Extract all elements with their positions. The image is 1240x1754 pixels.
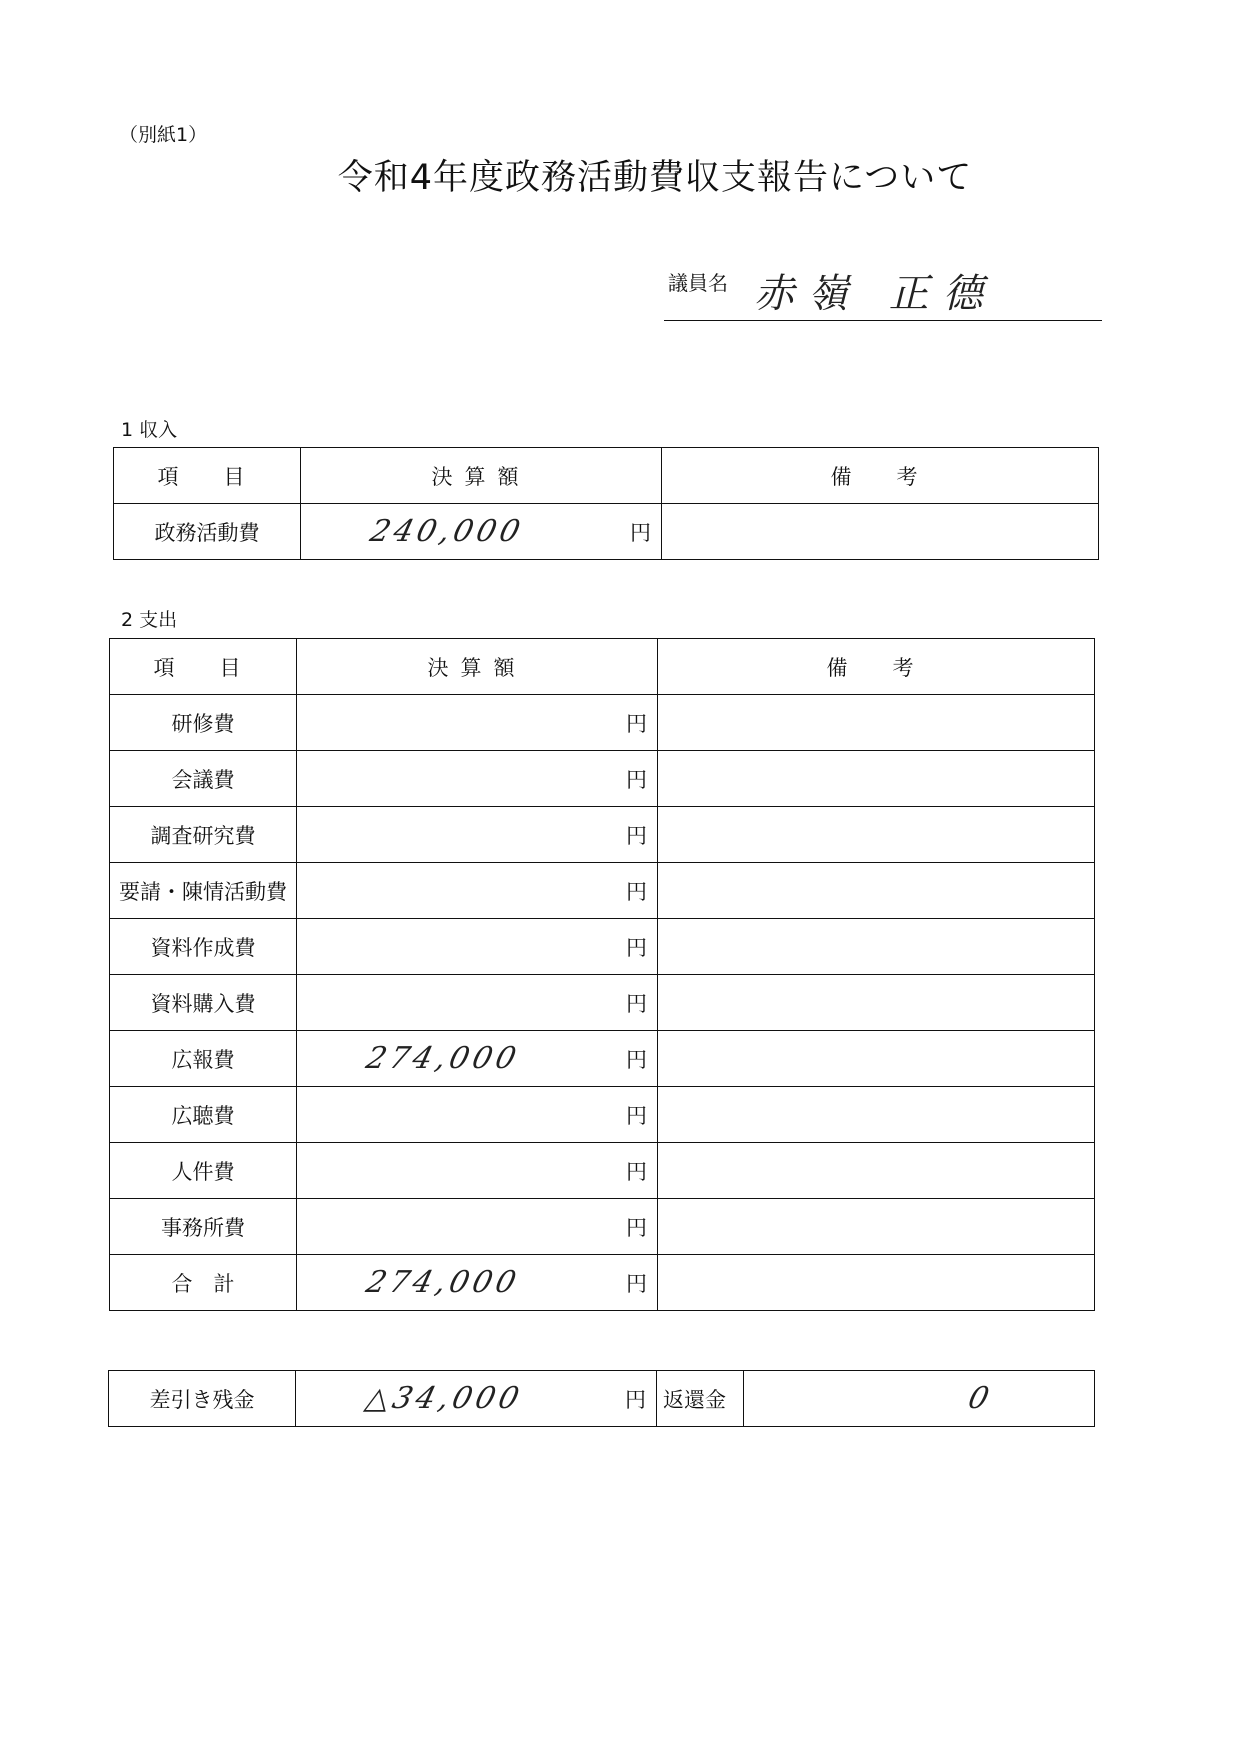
expense-table [109,638,1095,1311]
expense-row [110,695,1095,751]
page-title: 令和4年度政務活動費収支報告について [337,158,973,198]
refund-value-cell [744,1371,1095,1427]
column-header-amount: 決算額 [301,448,662,504]
yen-unit: 円 [626,991,647,1016]
income-section-title: 1 収入 [121,419,178,441]
expense-amount-cell [297,751,658,807]
member-name-underline [664,320,1102,321]
expense-section-title: 2 支出 [121,609,178,631]
yen-unit: 円 [626,1215,647,1240]
income-table [113,447,1099,560]
expense-row [110,1143,1095,1199]
expense-item: 会議費 [110,751,297,807]
expense-note [658,863,1095,919]
income-amount-cell [301,504,662,560]
balance-row [109,1371,1095,1427]
expense-row [110,1031,1095,1087]
balance-amount-handwritten: △34,000 [361,1380,527,1416]
expense-row [110,1199,1095,1255]
income-item: 政務活動費 [114,504,301,560]
yen-unit: 円 [626,1047,647,1072]
member-name-handwritten: 赤嶺 正德 [754,271,997,317]
expense-row [110,919,1095,975]
expense-note [658,807,1095,863]
yen-unit: 円 [626,711,647,736]
expense-note [658,1255,1095,1311]
expense-amount-cell [297,975,658,1031]
expense-row [110,807,1095,863]
expense-item: 事務所費 [110,1199,297,1255]
yen-unit: 円 [626,767,647,792]
expense-note [658,1087,1095,1143]
expense-note [658,975,1095,1031]
expense-note [658,1199,1095,1255]
expense-amount-cell [297,1031,658,1087]
yen-unit: 円 [626,823,647,848]
expense-amount-cell [297,1199,658,1255]
expense-item: 資料購入費 [110,975,297,1031]
balance-label: 差引き残金 [109,1371,296,1427]
column-header-item: 項 目 [110,639,297,695]
expense-item: 合 計 [110,1255,297,1311]
expense-rows [110,695,1095,1311]
column-header-item: 項 目 [114,448,301,504]
expense-amount-cell [297,919,658,975]
expense-note [658,751,1095,807]
column-header-amount: 決算額 [297,639,658,695]
expense-item: 研修費 [110,695,297,751]
balance-amount-cell [296,1371,657,1427]
income-header-row [114,448,1099,504]
expense-amount-cell [297,807,658,863]
expense-header-row [110,639,1095,695]
yen-unit: 円 [626,1271,647,1296]
expense-row [110,1255,1095,1311]
expense-row [110,863,1095,919]
expense-amount-cell [297,1143,658,1199]
yen-unit: 円 [626,1103,647,1128]
yen-unit: 円 [625,1387,646,1412]
expense-amount-cell [297,1255,658,1311]
refund-value-handwritten: 0 [964,1380,997,1416]
expense-note [658,695,1095,751]
expense-note [658,1031,1095,1087]
expense-row [110,1087,1095,1143]
income-row [114,504,1099,560]
refund-label: 返還金 [657,1371,744,1427]
income-note [662,504,1099,560]
balance-table [108,1370,1095,1427]
expense-amount-cell [297,863,658,919]
expense-amount-handwritten: 274,000 [362,1264,524,1300]
member-name-label: 議員名 [668,271,728,295]
expense-amount-cell [297,1087,658,1143]
yen-unit: 円 [626,1159,647,1184]
yen-unit: 円 [626,935,647,960]
expense-item: 広聴費 [110,1087,297,1143]
expense-item: 広報費 [110,1031,297,1087]
column-header-note: 備 考 [658,639,1095,695]
expense-item: 人件費 [110,1143,297,1199]
expense-amount-handwritten: 274,000 [362,1040,524,1076]
expense-item: 資料作成費 [110,919,297,975]
expense-item: 調査研究費 [110,807,297,863]
attachment-label: （別紙1） [119,124,208,146]
expense-row [110,975,1095,1031]
expense-amount-cell [297,695,658,751]
column-header-note: 備 考 [662,448,1099,504]
expense-row [110,751,1095,807]
income-amount-handwritten: 240,000 [366,513,528,549]
yen-unit: 円 [626,879,647,904]
expense-note [658,1143,1095,1199]
expense-note [658,919,1095,975]
yen-unit: 円 [630,520,651,545]
expense-item: 要請・陳情活動費 [110,863,297,919]
